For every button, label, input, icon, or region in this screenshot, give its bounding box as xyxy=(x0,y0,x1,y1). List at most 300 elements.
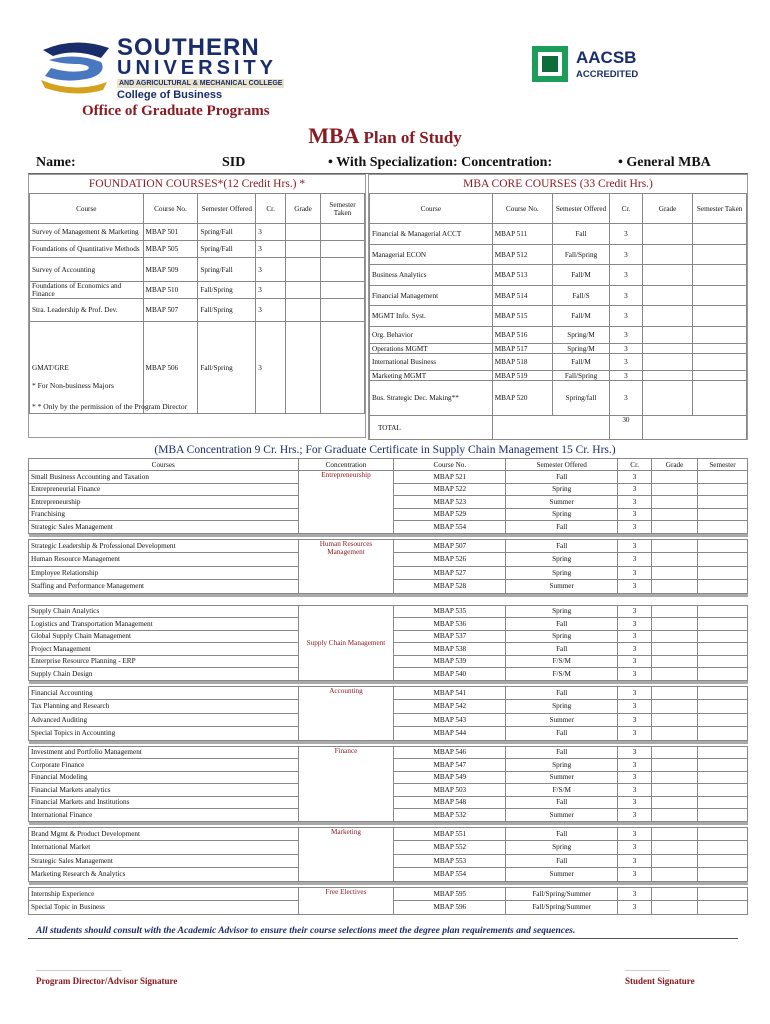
course-name: Advanced Auditing xyxy=(29,713,299,727)
course-name: Special Topics in Accounting xyxy=(29,727,299,741)
advisor-note: All students should consult with the Academic Advisor to ensure their course selections meet the degree plan requirements and sequences. xyxy=(36,926,576,936)
course-no: MBAP 512 xyxy=(492,245,552,265)
table-row xyxy=(29,539,748,553)
semester-cell[interactable] xyxy=(698,483,748,496)
grade-cell[interactable] xyxy=(652,771,698,784)
col-header: Grade xyxy=(652,459,698,471)
course-no: MBAP 505 xyxy=(143,241,198,258)
course-no: MBAP 515 xyxy=(492,306,552,327)
semester-taken-cell[interactable] xyxy=(693,306,747,327)
semester-cell[interactable] xyxy=(698,618,748,631)
course-name: Corporate Finance xyxy=(29,759,299,772)
semester-cell[interactable] xyxy=(698,854,748,868)
course-no: MBAP 554 xyxy=(394,868,506,882)
advisor-signature-label: Program Director/Advisor Signature xyxy=(36,976,178,986)
course-name: International Business xyxy=(370,354,493,371)
course-name: Managerial ECON xyxy=(370,245,493,265)
semester-taken-cell[interactable] xyxy=(693,327,747,344)
credits: 3 xyxy=(618,655,652,668)
course-no: MBAP 519 xyxy=(492,371,552,381)
grade-cell[interactable] xyxy=(652,686,698,700)
grade-cell[interactable] xyxy=(652,630,698,643)
course-no: MBAP 548 xyxy=(394,796,506,809)
course-name: Small Business Accounting and Taxation xyxy=(29,471,299,484)
table-row xyxy=(370,286,747,306)
semester-offered: Fall xyxy=(506,521,618,534)
grade-cell[interactable] xyxy=(652,887,698,901)
semester-offered: Fall xyxy=(506,618,618,631)
grade-cell[interactable] xyxy=(652,483,698,496)
table-row xyxy=(29,605,748,618)
credits: 3 xyxy=(618,713,652,727)
general-mba-label: • General MBA xyxy=(618,155,711,170)
semester-offered: Summer xyxy=(506,771,618,784)
concentration-name: Human Resources Management xyxy=(298,539,394,593)
course-no: MBAP 538 xyxy=(394,643,506,656)
semester-offered: Spring xyxy=(506,630,618,643)
course-name: Supply Chain Design xyxy=(29,668,299,681)
table-row xyxy=(370,224,747,245)
course-no: MBAP 596 xyxy=(394,901,506,915)
course-name: Marketing Research & Analytics xyxy=(29,868,299,882)
semester-offered: Fall xyxy=(553,224,610,245)
credits: 3 xyxy=(609,265,642,286)
credits: 3 xyxy=(618,771,652,784)
specialization-label: • With Specialization: Concentration: xyxy=(328,155,553,170)
semester-taken-cell[interactable] xyxy=(321,258,365,282)
credits: 3 xyxy=(618,841,652,855)
credits: 3 xyxy=(618,496,652,509)
col-header: Cr. xyxy=(256,194,286,224)
course-name: Survey of Accounting xyxy=(30,258,144,282)
aacsb-logo xyxy=(530,42,660,86)
grade-cell[interactable] xyxy=(642,265,692,286)
grade-cell[interactable] xyxy=(652,521,698,534)
grade-cell[interactable] xyxy=(652,868,698,882)
course-name: Staffing and Performance Management xyxy=(29,580,299,594)
semester-offered: Fall/M xyxy=(553,354,610,371)
college-name: College of Business xyxy=(117,89,223,101)
grade-cell[interactable] xyxy=(286,224,321,241)
credits: 3 xyxy=(618,700,652,714)
grade-cell[interactable] xyxy=(652,553,698,567)
core-table xyxy=(369,193,747,440)
grade-cell[interactable] xyxy=(286,299,321,322)
semester-offered: Fall xyxy=(506,796,618,809)
grade-cell[interactable] xyxy=(642,306,692,327)
semester-offered: Fall/Spring xyxy=(198,322,256,414)
semester-cell[interactable] xyxy=(698,539,748,553)
credits: 3 xyxy=(609,224,642,245)
semester-cell[interactable] xyxy=(698,643,748,656)
grade-cell[interactable] xyxy=(652,727,698,741)
grade-cell[interactable] xyxy=(652,471,698,484)
grade-cell[interactable] xyxy=(652,655,698,668)
table-row xyxy=(30,322,365,414)
course-name: Survey of Management & Marketing xyxy=(30,224,144,241)
semester-taken-cell[interactable] xyxy=(321,241,365,258)
course-name: Operations MGMT xyxy=(370,344,493,354)
semester-offered: Spring xyxy=(506,841,618,855)
grade-cell[interactable] xyxy=(642,354,692,371)
course-name: Investment and Portfolio Management xyxy=(29,746,299,759)
semester-taken-cell[interactable] xyxy=(693,265,747,286)
course-no: MBAP 523 xyxy=(394,496,506,509)
grade-cell[interactable] xyxy=(652,784,698,797)
course-name: Financial Markets and Institutions xyxy=(29,796,299,809)
course-name: Project Management xyxy=(29,643,299,656)
semester-offered: Fall xyxy=(506,643,618,656)
credits: 3 xyxy=(618,759,652,772)
semester-cell[interactable] xyxy=(698,580,748,594)
semester-offered: Spring xyxy=(506,566,618,580)
grade-cell[interactable] xyxy=(286,322,321,414)
course-name: Foundations of Quantitative Methods xyxy=(30,241,144,258)
grade-cell[interactable] xyxy=(652,854,698,868)
course-name: Financial Accounting xyxy=(29,686,299,700)
semester-offered: Summer xyxy=(506,496,618,509)
course-no: MBAP 544 xyxy=(394,727,506,741)
course-no: MBAP 540 xyxy=(394,668,506,681)
course-name: Stra. Leadership & Prof. Dev. xyxy=(30,299,144,322)
course-name: Financial Markets analytics xyxy=(29,784,299,797)
col-header: Course No. xyxy=(492,194,552,224)
semester-taken-cell[interactable] xyxy=(693,371,747,381)
course-name: Marketing MGMT xyxy=(370,371,493,381)
semester-cell[interactable] xyxy=(698,566,748,580)
col-header: Courses xyxy=(29,459,299,471)
course-no: MBAP 521 xyxy=(394,471,506,484)
grade-cell[interactable] xyxy=(652,580,698,594)
grade-cell[interactable] xyxy=(652,566,698,580)
credits: 3 xyxy=(618,618,652,631)
credits: 3 xyxy=(618,521,652,534)
credits: 3 xyxy=(618,483,652,496)
course-name: International Market xyxy=(29,841,299,855)
course-no: MBAP 549 xyxy=(394,771,506,784)
sid-label: SID xyxy=(222,155,246,170)
semester-offered: Spring xyxy=(506,759,618,772)
concentration-name: Accounting xyxy=(298,686,394,740)
semester-offered: Fall xyxy=(506,686,618,700)
page-title xyxy=(0,123,770,149)
semester-taken-cell[interactable] xyxy=(321,224,365,241)
semester-taken-cell[interactable] xyxy=(693,354,747,371)
course-no: MBAP 543 xyxy=(394,713,506,727)
grade-cell[interactable] xyxy=(652,539,698,553)
grade-cell[interactable] xyxy=(642,224,692,245)
course-no: MBAP 535 xyxy=(394,605,506,618)
semester-offered: Spring/fall xyxy=(553,381,610,416)
grade-cell[interactable] xyxy=(652,746,698,759)
credits: 3 xyxy=(609,286,642,306)
credits: 3 xyxy=(609,245,642,265)
table-row xyxy=(370,245,747,265)
student-signature-label: Student Signature xyxy=(625,976,695,986)
semester-offered: Fall/M xyxy=(553,265,610,286)
college-line: AND AGRICULTURAL & MECHANICAL COLLEGE xyxy=(119,80,283,87)
table-row xyxy=(29,471,748,484)
semester-cell[interactable] xyxy=(698,841,748,855)
semester-offered: Fall/M xyxy=(553,306,610,327)
university-logo xyxy=(35,34,295,104)
credits: 3 xyxy=(618,809,652,822)
table-row xyxy=(30,258,365,282)
semester-cell[interactable] xyxy=(698,901,748,915)
semester-offered: Fall/Spring xyxy=(198,299,256,322)
semester-offered: Fall xyxy=(506,854,618,868)
table-row xyxy=(29,887,748,901)
semester-offered: Fall/Spring/Summer xyxy=(506,901,618,915)
grade-cell[interactable] xyxy=(642,245,692,265)
course-name: Strategic Leadership & Professional Development xyxy=(29,539,299,553)
semester-cell[interactable] xyxy=(698,471,748,484)
semester-cell[interactable] xyxy=(698,887,748,901)
grade-cell[interactable] xyxy=(642,344,692,354)
concentration-name: Finance xyxy=(298,746,394,821)
credits: 3 xyxy=(618,727,652,741)
col-header: Concentration xyxy=(298,459,394,471)
course-name: Brand Mgmt & Product Development xyxy=(29,827,299,841)
course-name: MGMT Info. Syst. xyxy=(370,306,493,327)
credits: 3 xyxy=(256,322,286,414)
semester-offered: Spring xyxy=(506,483,618,496)
credits: 3 xyxy=(618,566,652,580)
semester-cell[interactable] xyxy=(698,796,748,809)
course-name: Strategic Sales Management xyxy=(29,854,299,868)
semester-offered: Spring/Fall xyxy=(198,224,256,241)
course-no: MBAP 507 xyxy=(394,539,506,553)
course-no: MBAP 542 xyxy=(394,700,506,714)
course-no: MBAP 553 xyxy=(394,854,506,868)
grade-cell[interactable] xyxy=(652,809,698,822)
course-no: MBAP 528 xyxy=(394,580,506,594)
semester-taken-cell[interactable] xyxy=(693,381,747,416)
semester-offered: Fall/Spring/Summer xyxy=(506,887,618,901)
semester-offered: Spring xyxy=(506,700,618,714)
semester-taken-cell[interactable] xyxy=(321,322,365,414)
course-no: MBAP 554 xyxy=(394,521,506,534)
grade-cell[interactable] xyxy=(652,605,698,618)
course-name: Financial Management xyxy=(370,286,493,306)
credits: 3 xyxy=(609,371,642,381)
credits: 3 xyxy=(618,854,652,868)
table-row xyxy=(30,299,365,322)
col-header: Course xyxy=(370,194,493,224)
semester-cell[interactable] xyxy=(698,809,748,822)
semester-cell[interactable] xyxy=(698,655,748,668)
course-no: MBAP 551 xyxy=(394,827,506,841)
course-no: MBAP 520 xyxy=(492,381,552,416)
credits: 3 xyxy=(609,306,642,327)
course-no: MBAP 527 xyxy=(394,566,506,580)
foundation-note-1: * For Non-business Majors xyxy=(32,381,114,390)
grade-cell[interactable] xyxy=(652,700,698,714)
course-name: Foundations of Economics and Finance xyxy=(30,282,144,299)
table-row xyxy=(370,327,747,344)
course-no: MBAP 501 xyxy=(143,224,198,241)
course-name: Financial & Managerial ACCT xyxy=(370,224,493,245)
semester-cell[interactable] xyxy=(698,713,748,727)
grade-cell[interactable] xyxy=(652,901,698,915)
table-row xyxy=(370,381,747,416)
course-name: Entrepreneurship xyxy=(29,496,299,509)
semester-cell[interactable] xyxy=(698,496,748,509)
grade-cell[interactable] xyxy=(642,286,692,306)
foundation-note-2: * * Only by the permission of the Program Director xyxy=(32,402,188,411)
course-name: Human Resource Management xyxy=(29,553,299,567)
credits: 3 xyxy=(618,508,652,521)
semester-cell[interactable] xyxy=(698,868,748,882)
credits: 3 xyxy=(618,643,652,656)
table-row xyxy=(29,827,748,841)
semester-offered: Summer xyxy=(506,809,618,822)
course-name: Enterprise Resource Planning - ERP xyxy=(29,655,299,668)
semester-offered: Summer xyxy=(506,580,618,594)
credits: 3 xyxy=(256,282,286,299)
semester-cell[interactable] xyxy=(698,668,748,681)
course-no: MBAP 539 xyxy=(394,655,506,668)
semester-cell[interactable] xyxy=(698,746,748,759)
semester-cell[interactable] xyxy=(698,605,748,618)
grade-cell[interactable] xyxy=(652,759,698,772)
semester-taken-cell[interactable] xyxy=(693,224,747,245)
course-no: MBAP 513 xyxy=(492,265,552,286)
grade-cell[interactable] xyxy=(286,282,321,299)
semester-cell[interactable] xyxy=(698,521,748,534)
grade-cell[interactable] xyxy=(652,643,698,656)
credits: 3 xyxy=(618,668,652,681)
grade-cell[interactable] xyxy=(652,496,698,509)
table-row xyxy=(30,241,365,258)
course-no: MBAP 552 xyxy=(394,841,506,855)
semester-taken-cell[interactable] xyxy=(321,282,365,299)
semester-offered: Spring/M xyxy=(553,344,610,354)
course-name: Logistics and Transportation Management xyxy=(29,618,299,631)
col-header: Semester Taken xyxy=(693,194,747,224)
semester-cell[interactable] xyxy=(698,771,748,784)
course-name: Financial Modeling xyxy=(29,771,299,784)
course-name: Franchising xyxy=(29,508,299,521)
credits: 3 xyxy=(618,796,652,809)
semester-offered: Fall xyxy=(506,746,618,759)
office-title: Office of Graduate Programs xyxy=(82,103,270,119)
semester-offered: Spring xyxy=(506,508,618,521)
aacsb-sub: ACCREDITED xyxy=(576,69,639,80)
semester-cell[interactable] xyxy=(698,827,748,841)
semester-cell[interactable] xyxy=(698,759,748,772)
grade-cell[interactable] xyxy=(652,827,698,841)
grade-cell[interactable] xyxy=(652,618,698,631)
su-emblem-icon xyxy=(35,38,115,96)
semester-offered: Fall xyxy=(506,827,618,841)
credits: 3 xyxy=(618,605,652,618)
grade-cell[interactable] xyxy=(642,327,692,344)
total-fill xyxy=(642,416,746,440)
name-label: Name: xyxy=(36,155,76,170)
semester-offered: Fall/Spring xyxy=(553,371,610,381)
grade-cell[interactable] xyxy=(286,241,321,258)
col-header: Course xyxy=(30,194,144,224)
grade-cell[interactable] xyxy=(652,796,698,809)
course-name: Tax Planning and Research xyxy=(29,700,299,714)
semester-offered: Fall xyxy=(506,471,618,484)
grade-cell[interactable] xyxy=(642,371,692,381)
credits: 3 xyxy=(609,381,642,416)
course-name: GMAT/GRE xyxy=(30,322,144,414)
grade-cell[interactable] xyxy=(652,713,698,727)
semester-cell[interactable] xyxy=(698,630,748,643)
total-row xyxy=(370,416,747,440)
semester-taken-cell[interactable] xyxy=(693,286,747,306)
col-header: Semester Offered xyxy=(553,194,610,224)
table-row xyxy=(370,354,747,371)
semester-offered: Fall xyxy=(506,539,618,553)
spacer-cell xyxy=(29,597,748,605)
semester-cell[interactable] xyxy=(698,553,748,567)
grade-cell[interactable] xyxy=(652,668,698,681)
course-name: International Finance xyxy=(29,809,299,822)
semester-cell[interactable] xyxy=(698,508,748,521)
sig-line-right: __________ xyxy=(625,962,670,972)
course-name: Special Topic in Business xyxy=(29,901,299,915)
core-section xyxy=(368,174,748,440)
grade-cell[interactable] xyxy=(286,258,321,282)
semester-offered: F/S/M xyxy=(506,784,618,797)
credits: 3 xyxy=(256,258,286,282)
course-no: MBAP 529 xyxy=(394,508,506,521)
credits: 3 xyxy=(609,327,642,344)
grade-cell[interactable] xyxy=(642,381,692,416)
concentration-name: Entrepreneurship xyxy=(298,471,394,534)
course-no: MBAP 536 xyxy=(394,618,506,631)
total-value: 30 xyxy=(609,416,642,440)
credits: 3 xyxy=(618,887,652,901)
grade-cell[interactable] xyxy=(652,841,698,855)
course-no: MBAP 532 xyxy=(394,809,506,822)
course-no: MBAP 511 xyxy=(492,224,552,245)
semester-taken-cell[interactable] xyxy=(321,299,365,322)
concentration-name: Marketing xyxy=(298,827,394,881)
semester-offered: F/S/M xyxy=(506,668,618,681)
course-no: MBAP 516 xyxy=(492,327,552,344)
course-no: MBAP 595 xyxy=(394,887,506,901)
table-row xyxy=(29,686,748,700)
credits: 3 xyxy=(618,901,652,915)
semester-cell[interactable] xyxy=(698,727,748,741)
course-name: Internship Experience xyxy=(29,887,299,901)
semester-cell[interactable] xyxy=(698,686,748,700)
grade-cell[interactable] xyxy=(652,508,698,521)
credits: 3 xyxy=(609,344,642,354)
course-no: MBAP 541 xyxy=(394,686,506,700)
table-row xyxy=(370,344,747,354)
credits: 3 xyxy=(618,539,652,553)
credits: 3 xyxy=(618,827,652,841)
credits: 3 xyxy=(618,746,652,759)
semester-taken-cell[interactable] xyxy=(693,344,747,354)
col-header: Semester Taken xyxy=(321,194,365,224)
semester-taken-cell[interactable] xyxy=(693,245,747,265)
course-name: Bus. Strategic Dec. Making** xyxy=(370,381,493,416)
semester-cell[interactable] xyxy=(698,700,748,714)
col-header: Semester xyxy=(698,459,748,471)
core-title: MBA CORE COURSES (33 Credit Hrs.) xyxy=(463,178,653,190)
concentration-name: Supply Chain Management xyxy=(298,605,394,680)
semester-cell[interactable] xyxy=(698,784,748,797)
course-no: MBAP 526 xyxy=(394,553,506,567)
credits: 3 xyxy=(618,553,652,567)
